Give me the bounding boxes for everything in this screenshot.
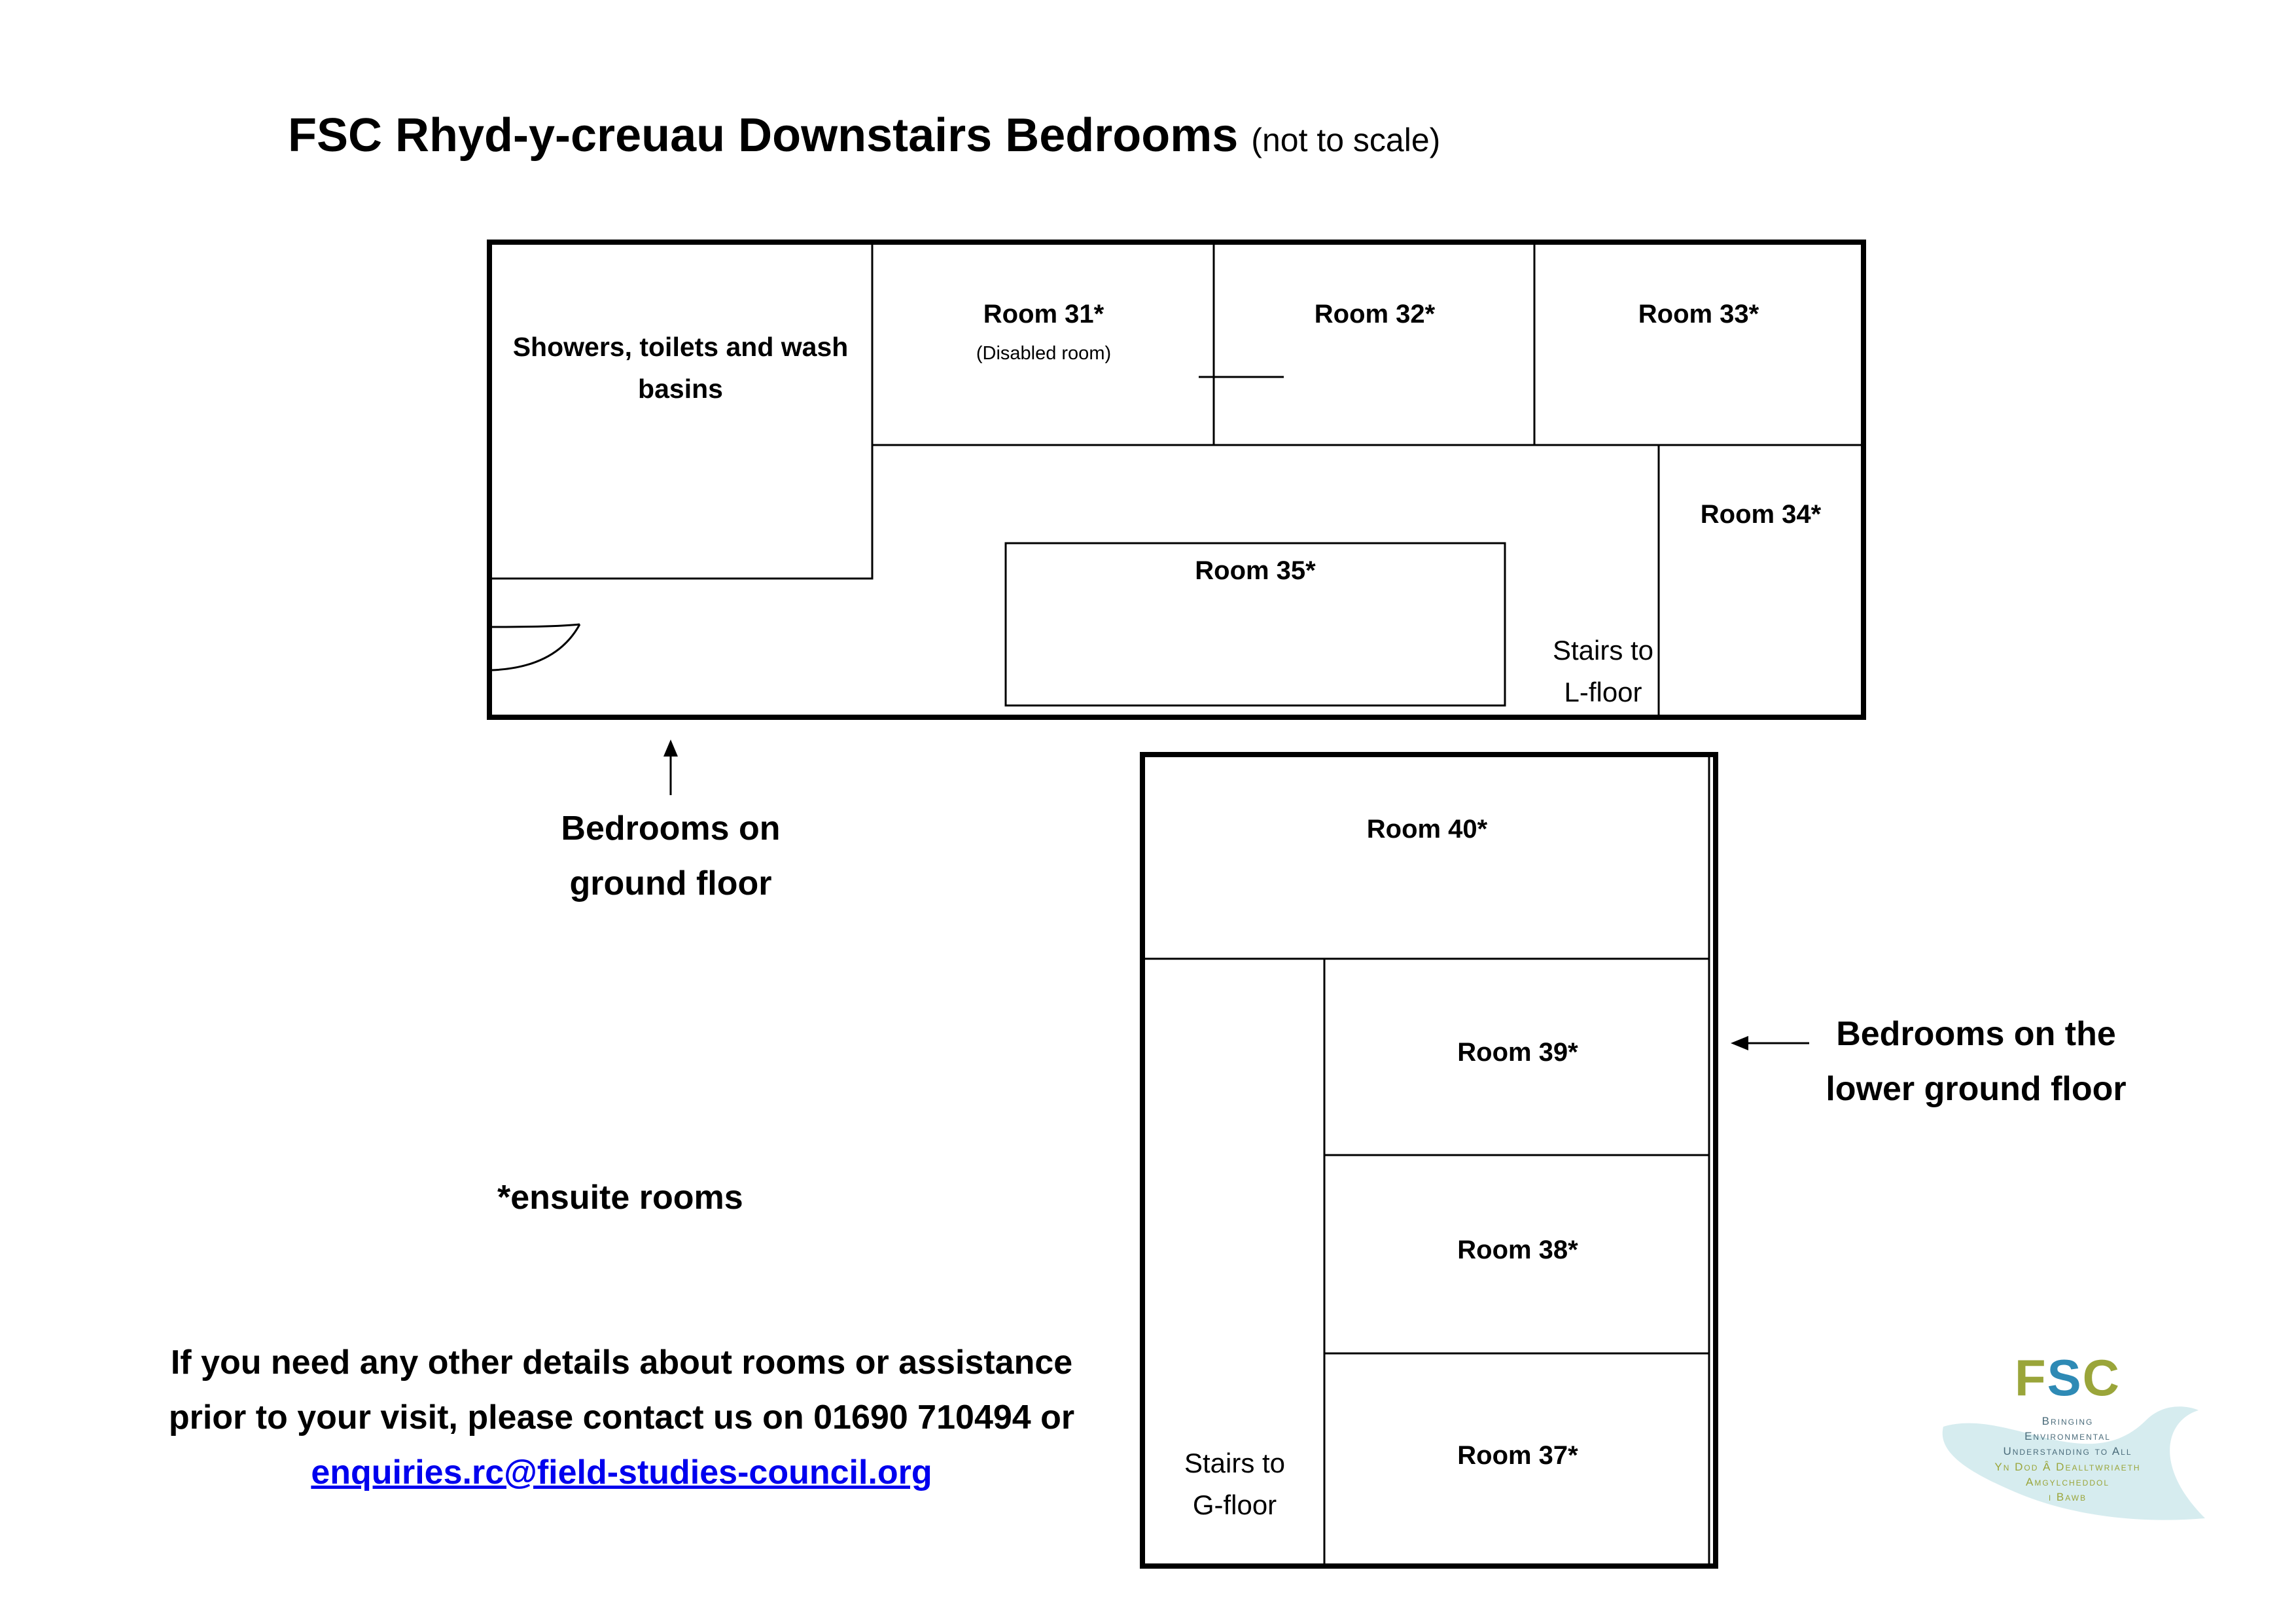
stairs-to-g-floor [1146,1442,1323,1526]
title-main: FSC Rhyd-y-creuau Downstairs Bedrooms [288,109,1239,162]
stairs-g-line2: G-floor [1192,1489,1277,1520]
lower-caption-line1: Bedrooms on the [1836,1015,2116,1053]
lower-arrow-head [1731,1036,1748,1050]
room-32-label: Room 32* [1314,300,1436,329]
stairs-to-l-floor [1534,630,1672,713]
lower-floor-caption [1793,1007,2159,1116]
ground-caption-line2: ground floor [569,865,772,902]
contact-line2: prior to your visit, please contact us on 01690 710494 or [168,1399,1075,1436]
room-40-label: Room 40* [1366,815,1488,844]
ground-caption-line1: Bedrooms on [561,810,781,847]
stairs-l-line2: L-floor [1564,677,1642,707]
ground-arrow-head [663,740,678,757]
contact-line1: If you need any other details about rooms or assistance [170,1344,1073,1382]
title-subtitle: (not to scale) [1251,122,1441,158]
room-31-note: (Disabled room) [976,343,1112,364]
contact-block [131,1335,1112,1500]
room-39-label: Room 39* [1457,1038,1578,1067]
room-31-label: Room 31* [983,300,1104,329]
stairs-l-line1: Stairs to [1552,635,1654,666]
room-33-label: Room 33* [1638,300,1759,329]
stairs-g-line1: Stairs to [1184,1448,1286,1478]
entrance-door-arc [492,624,580,627]
contact-email-link[interactable]: enquiries.rc@field-studies-council.org [311,1454,932,1491]
fsc-logo [1930,1348,2205,1538]
logo-mark: FSC [2014,1349,2121,1406]
entrance-door-swing [492,624,580,670]
logo-tagline-cy: Yn Dod Â Dealltwriaeth Amgylcheddol i Bawb [1994,1461,2141,1503]
room-38-label: Room 38* [1457,1236,1578,1264]
ground-floor-caption [497,801,844,911]
room-34-label: Room 34* [1700,500,1822,529]
showers-wall [489,243,872,579]
logo-tagline-en: Bringing Environmental Understanding to All [2003,1415,2132,1457]
showers-label: Showers, toilets and wash basins [512,332,849,404]
room-37-label: Room 37* [1457,1441,1578,1470]
ensuite-legend: *ensuite rooms [497,1179,743,1217]
lower-caption-line2: lower ground floor [1826,1070,2127,1108]
room-35-label: Room 35* [1195,556,1316,585]
